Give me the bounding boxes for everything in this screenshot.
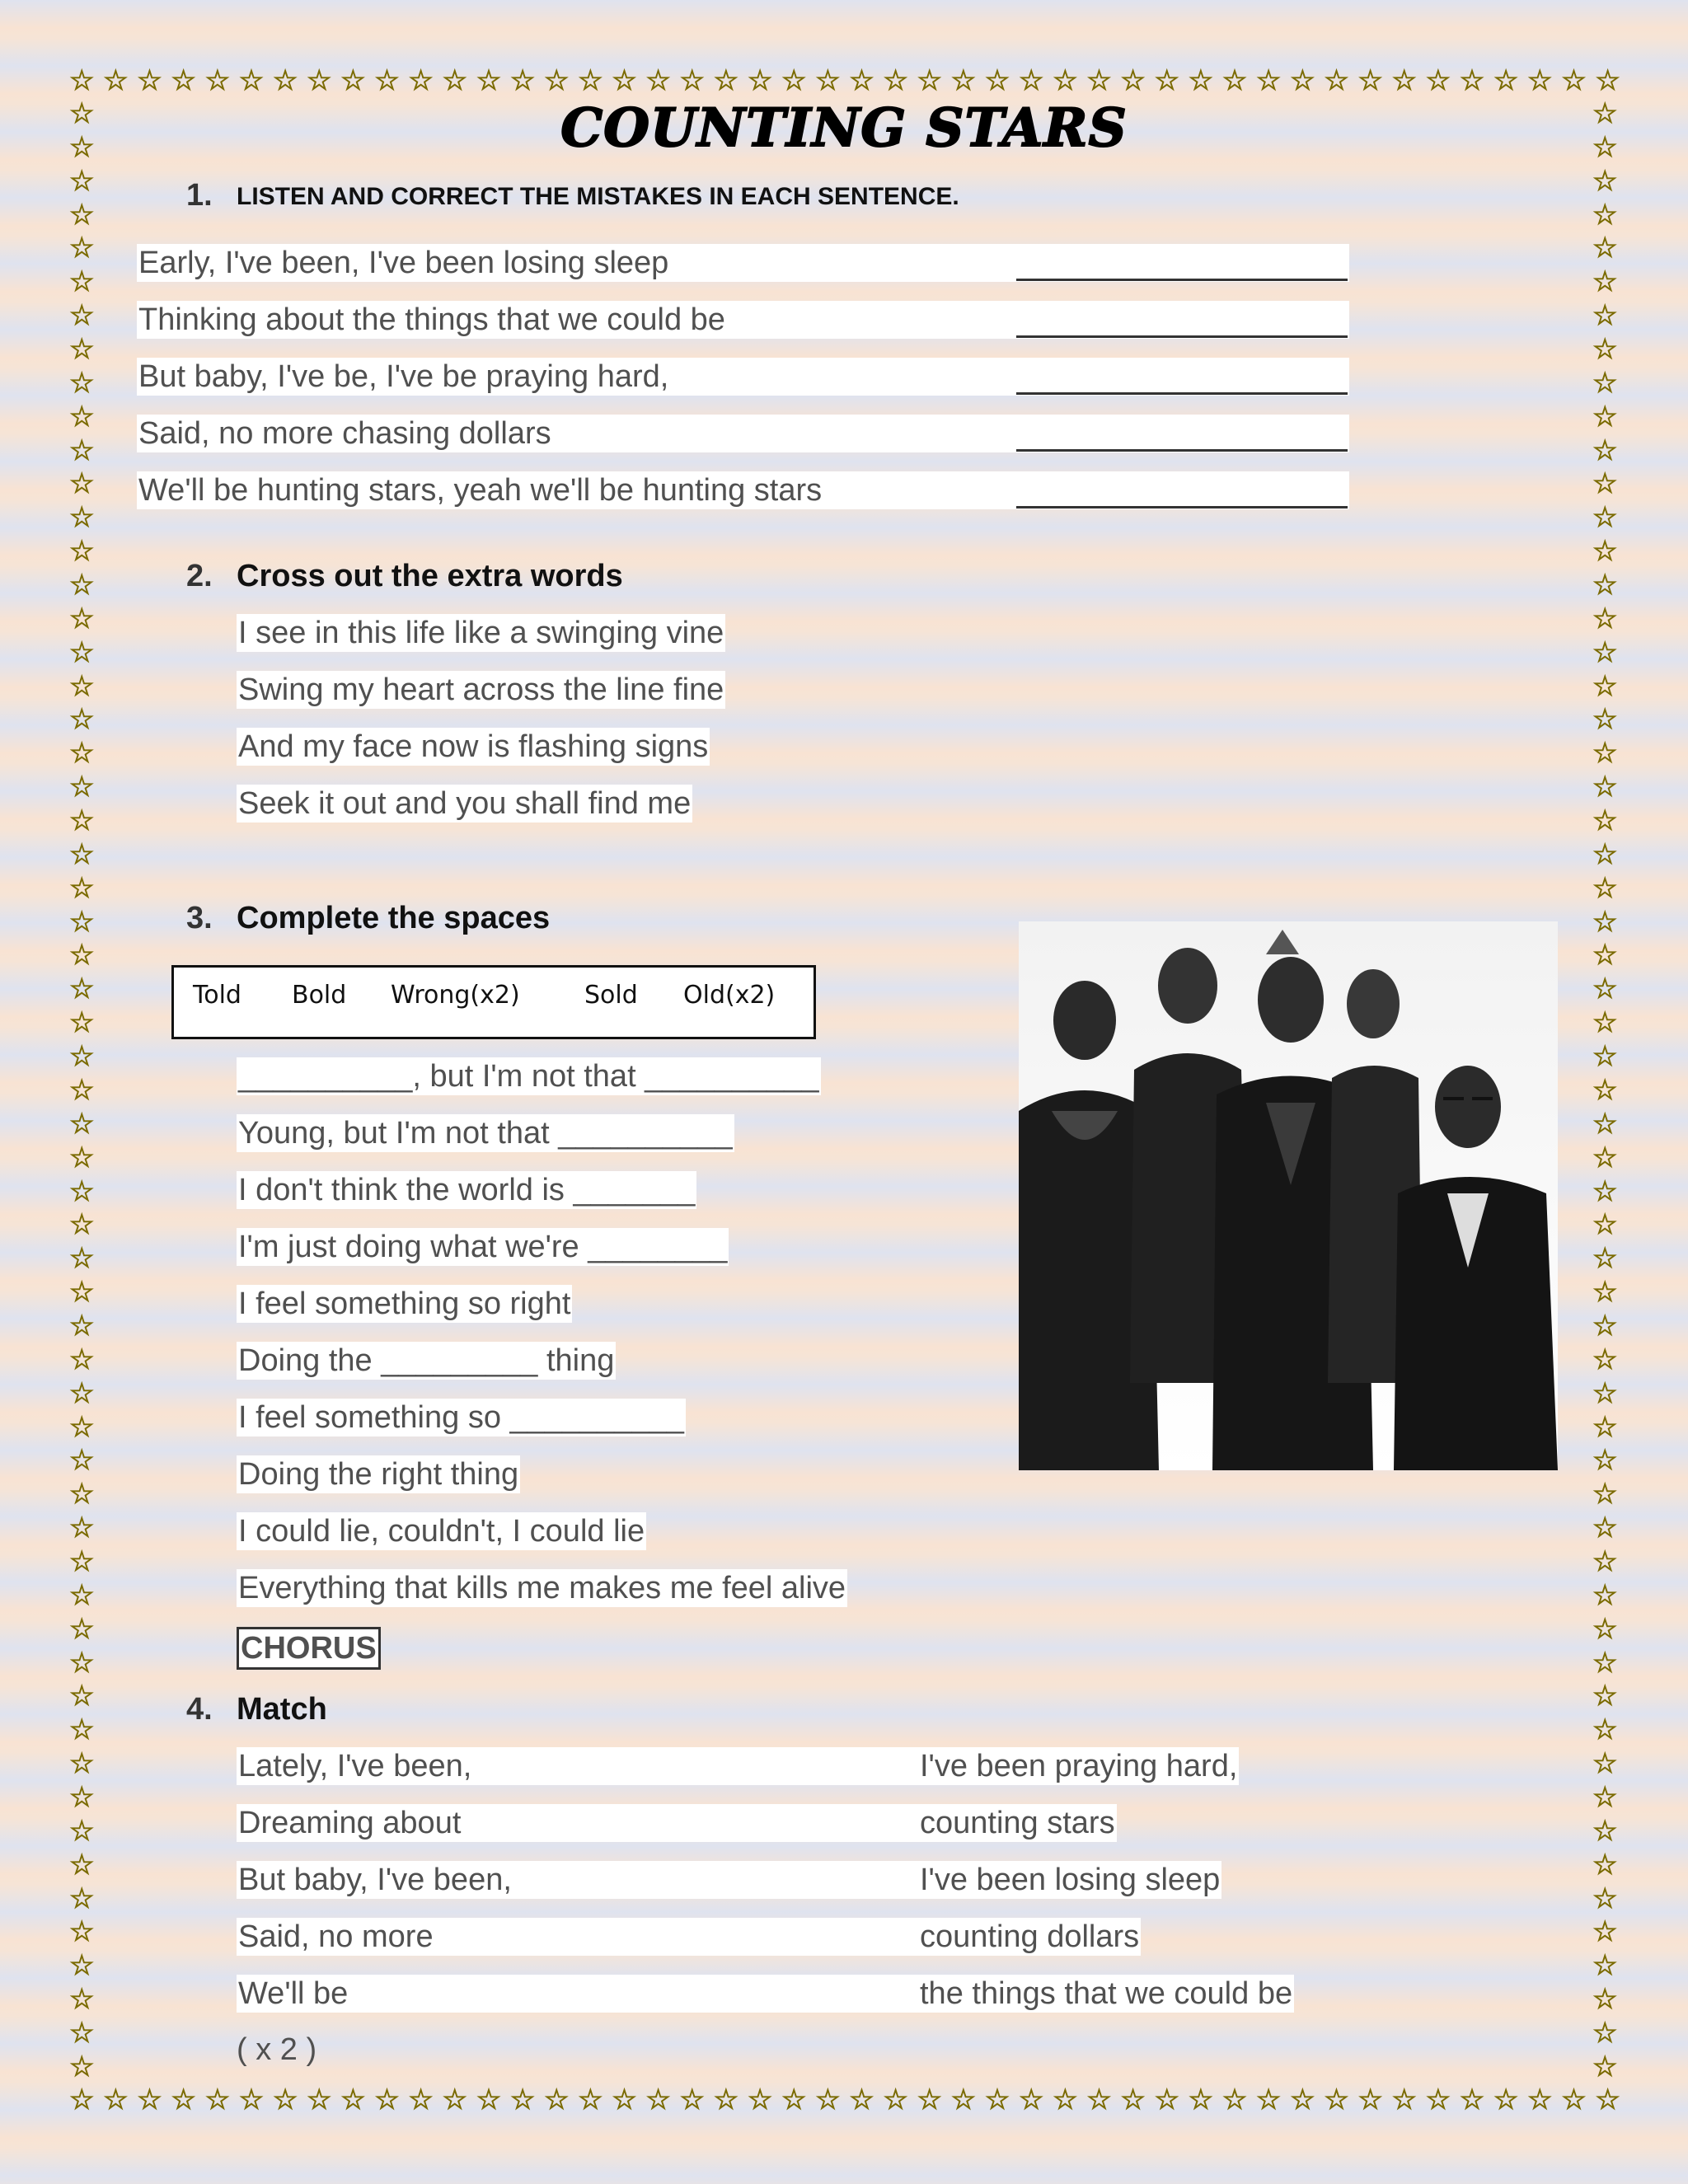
star-border-right <box>1592 97 1617 2083</box>
star-icon: ☆ <box>69 1074 95 1106</box>
star-icon: ☆ <box>1592 670 1618 702</box>
star-icon: ☆ <box>69 1377 95 1409</box>
star-icon: ☆ <box>1592 1815 1618 1847</box>
star-icon: ☆ <box>69 569 95 602</box>
star-icon: ☆ <box>1592 1545 1618 1577</box>
star-icon: ☆ <box>1391 65 1417 96</box>
star-icon: ☆ <box>1592 1108 1618 1140</box>
star-icon: ☆ <box>69 536 95 568</box>
section4-heading: Match <box>237 1692 327 1727</box>
star-icon: ☆ <box>69 1748 95 1780</box>
star-icon: ☆ <box>69 1680 95 1713</box>
star-icon: ☆ <box>69 1445 95 1477</box>
star-icon: ☆ <box>1221 2084 1248 2116</box>
star-icon: ☆ <box>612 65 637 96</box>
section1-heading: LISTEN AND CORRECT THE MISTAKES IN EACH SENTENCE. <box>237 183 959 210</box>
star-icon: ☆ <box>1592 838 1618 870</box>
star-icon: ☆ <box>69 401 95 433</box>
star-icon: ☆ <box>1357 2084 1383 2116</box>
star-icon: ☆ <box>1592 1007 1618 1039</box>
star-icon: ☆ <box>69 2084 95 2116</box>
star-icon: ☆ <box>69 1950 95 1982</box>
section3-line-5: I feel something so right <box>238 1286 571 1321</box>
star-icon: ☆ <box>1592 1411 1618 1443</box>
star-icon: ☆ <box>1592 131 1618 163</box>
star-icon: ☆ <box>1592 1781 1618 1813</box>
star-icon: ☆ <box>1592 502 1618 534</box>
star-icon: ☆ <box>1592 165 1618 197</box>
star-icon: ☆ <box>1592 266 1618 298</box>
star-icon: ☆ <box>950 2084 977 2116</box>
star-icon: ☆ <box>1592 1141 1618 1174</box>
star-icon: ☆ <box>69 1343 95 1376</box>
star-icon: ☆ <box>1592 434 1618 466</box>
star-icon: ☆ <box>1188 2084 1214 2116</box>
star-icon: ☆ <box>69 704 95 736</box>
star-icon: ☆ <box>1493 65 1519 96</box>
star-icon: ☆ <box>1561 65 1587 96</box>
section1-line-3: But baby, I've be, I've be praying hard, <box>137 358 1349 396</box>
star-icon: ☆ <box>69 872 95 904</box>
star-icon: ☆ <box>1592 1041 1618 1073</box>
star-icon: ☆ <box>69 367 95 399</box>
star-icon: ☆ <box>1592 636 1618 668</box>
star-icon: ☆ <box>1120 65 1146 96</box>
star-icon: ☆ <box>1592 1175 1618 1207</box>
star-icon: ☆ <box>1592 98 1618 129</box>
star-icon: ☆ <box>1592 2050 1618 2083</box>
star-icon: ☆ <box>1255 65 1282 96</box>
star-icon: ☆ <box>69 266 95 298</box>
star-icon: ☆ <box>272 65 298 96</box>
section2-line-1: I see in this life like a swinging vine <box>238 616 724 650</box>
word-bank-item: Wrong(x2) <box>391 981 520 1010</box>
section4-number: 4. <box>186 1692 213 1727</box>
star-icon: ☆ <box>69 1243 95 1275</box>
star-icon: ☆ <box>69 940 95 972</box>
star-icon: ☆ <box>1595 2084 1620 2116</box>
star-icon: ☆ <box>917 65 942 96</box>
star-icon: ☆ <box>374 2084 400 2116</box>
star-icon: ☆ <box>69 2017 95 2049</box>
star-icon: ☆ <box>1561 2084 1587 2116</box>
section3-line-8: Doing the right thing <box>238 1457 519 1492</box>
star-icon: ☆ <box>509 65 536 96</box>
answer-blank-2[interactable] <box>1016 335 1348 338</box>
star-icon: ☆ <box>713 65 739 96</box>
section2-line-3: And my face now is flashing signs <box>238 729 709 764</box>
star-icon: ☆ <box>1053 2084 1078 2116</box>
star-icon: ☆ <box>679 2084 706 2116</box>
star-icon: ☆ <box>69 2050 95 2083</box>
star-icon: ☆ <box>1086 65 1112 96</box>
star-icon: ☆ <box>69 98 95 129</box>
star-icon: ☆ <box>1592 334 1618 366</box>
star-icon: ☆ <box>69 1984 95 2016</box>
star-icon: ☆ <box>1120 2084 1146 2116</box>
star-icon: ☆ <box>69 1579 95 1611</box>
star-icon: ☆ <box>69 1479 95 1511</box>
star-icon: ☆ <box>1018 2084 1044 2116</box>
star-icon: ☆ <box>69 65 95 96</box>
star-icon: ☆ <box>1459 65 1485 96</box>
star-icon: ☆ <box>69 771 95 804</box>
star-icon: ☆ <box>781 65 807 96</box>
star-icon: ☆ <box>1154 65 1179 96</box>
star-icon: ☆ <box>1592 771 1618 804</box>
section3-line-6: Doing the _________ thing <box>238 1343 615 1378</box>
band-photo <box>1019 921 1558 1470</box>
star-icon: ☆ <box>69 1815 95 1847</box>
match-left-2: Dreaming about <box>237 1804 918 1842</box>
star-icon: ☆ <box>883 65 908 96</box>
star-icon: ☆ <box>69 1714 95 1746</box>
star-icon: ☆ <box>578 65 603 96</box>
star-icon: ☆ <box>69 131 95 163</box>
star-icon: ☆ <box>1592 1647 1618 1679</box>
star-icon: ☆ <box>1592 1377 1618 1409</box>
match-left-1: Lately, I've been, <box>237 1747 918 1785</box>
star-icon: ☆ <box>69 906 95 938</box>
word-bank-item: Told <box>193 981 241 1010</box>
star-icon: ☆ <box>747 65 773 96</box>
star-icon: ☆ <box>69 1209 95 1241</box>
section3-heading: Complete the spaces <box>237 901 551 935</box>
star-icon: ☆ <box>1592 1479 1618 1511</box>
star-icon: ☆ <box>781 2084 807 2116</box>
star-icon: ☆ <box>69 1007 95 1039</box>
star-icon: ☆ <box>306 65 332 96</box>
star-icon: ☆ <box>1188 65 1214 96</box>
star-icon: ☆ <box>69 468 95 500</box>
star-icon: ☆ <box>1592 1209 1618 1241</box>
star-icon: ☆ <box>1592 1074 1618 1106</box>
star-icon: ☆ <box>69 1310 95 1342</box>
star-icon: ☆ <box>69 1108 95 1140</box>
star-icon: ☆ <box>578 2084 603 2116</box>
star-icon: ☆ <box>69 165 95 197</box>
star-icon: ☆ <box>645 2084 671 2116</box>
star-icon: ☆ <box>1592 940 1618 972</box>
star-icon: ☆ <box>306 2084 332 2116</box>
chorus-label: CHORUS <box>237 1627 381 1670</box>
star-icon: ☆ <box>69 1647 95 1679</box>
word-bank-item: Old(x2) <box>683 981 776 1010</box>
section1-line-4: Said, no more chasing dollars <box>137 415 1349 452</box>
star-icon: ☆ <box>849 2084 874 2116</box>
star-icon: ☆ <box>1592 738 1618 770</box>
star-icon: ☆ <box>408 2084 434 2116</box>
star-icon: ☆ <box>1324 65 1349 96</box>
section3-line-3: I don't think the world is _______ <box>238 1173 696 1207</box>
star-icon: ☆ <box>1592 1916 1618 1948</box>
star-icon: ☆ <box>1255 2084 1282 2116</box>
star-icon: ☆ <box>1592 1277 1618 1309</box>
star-icon: ☆ <box>340 65 366 96</box>
star-icon: ☆ <box>612 2084 637 2116</box>
section2-line-4: Seek it out and you shall find me <box>238 786 692 821</box>
star-icon: ☆ <box>1592 1882 1618 1915</box>
section1-number: 1. <box>186 178 213 213</box>
star-icon: ☆ <box>543 65 570 96</box>
star-icon: ☆ <box>238 2084 265 2116</box>
star-border-left <box>69 97 94 2083</box>
section2-heading: Cross out the extra words <box>237 559 623 593</box>
star-icon: ☆ <box>1086 2084 1112 2116</box>
star-icon: ☆ <box>69 1882 95 1915</box>
star-icon: ☆ <box>1493 2084 1519 2116</box>
star-icon: ☆ <box>1592 1512 1618 1544</box>
star-icon: ☆ <box>747 2084 773 2116</box>
star-icon: ☆ <box>171 65 196 96</box>
star-icon: ☆ <box>137 65 162 96</box>
star-icon: ☆ <box>1592 872 1618 904</box>
star-icon: ☆ <box>137 2084 162 2116</box>
star-icon: ☆ <box>1154 2084 1179 2116</box>
section3-line-1: __________, but I'm not that __________ <box>238 1059 819 1094</box>
star-icon: ☆ <box>1592 1714 1618 1746</box>
star-icon: ☆ <box>509 2084 536 2116</box>
section3-number: 3. <box>186 901 213 935</box>
star-icon: ☆ <box>883 2084 908 2116</box>
answer-blank-5[interactable] <box>1016 506 1348 509</box>
star-icon: ☆ <box>1221 65 1248 96</box>
star-icon: ☆ <box>69 1545 95 1577</box>
star-icon: ☆ <box>69 1916 95 1948</box>
star-icon: ☆ <box>69 1613 95 1645</box>
star-icon: ☆ <box>1592 232 1618 265</box>
star-icon: ☆ <box>1592 536 1618 568</box>
section1-line-2: Thinking about the things that we could be <box>137 301 1349 339</box>
star-icon: ☆ <box>984 2084 1010 2116</box>
star-icon: ☆ <box>69 973 95 1005</box>
star-icon: ☆ <box>1592 569 1618 602</box>
star-icon: ☆ <box>1592 906 1618 938</box>
star-icon: ☆ <box>69 670 95 702</box>
star-icon: ☆ <box>1592 602 1618 635</box>
star-icon: ☆ <box>543 2084 570 2116</box>
star-icon: ☆ <box>984 65 1010 96</box>
star-icon: ☆ <box>69 636 95 668</box>
section1-line-1: Early, I've been, I've been losing sleep <box>137 244 1349 282</box>
section2-number: 2. <box>186 559 213 593</box>
star-icon: ☆ <box>1592 1243 1618 1275</box>
match-left-5: We'll be <box>237 1975 918 2013</box>
section2-line-2: Swing my heart across the line fine <box>238 673 724 707</box>
match-right-5: the things that we could be <box>920 1976 1293 2011</box>
match-right-2: counting stars <box>920 1806 1115 1840</box>
star-icon: ☆ <box>1592 973 1618 1005</box>
word-bank <box>171 965 816 1039</box>
section3-line-10: Everything that kills me makes me feel alive <box>238 1571 846 1605</box>
star-icon: ☆ <box>1595 65 1620 96</box>
star-icon: ☆ <box>204 65 231 96</box>
star-icon: ☆ <box>713 2084 739 2116</box>
section3-line-2: Young, but I'm not that __________ <box>238 1116 733 1151</box>
star-icon: ☆ <box>1592 704 1618 736</box>
star-icon: ☆ <box>1527 65 1553 96</box>
star-icon: ☆ <box>1324 2084 1349 2116</box>
star-icon: ☆ <box>1592 1984 1618 2016</box>
match-left-4: Said, no more <box>237 1918 918 1956</box>
word-bank-item: Sold <box>584 981 638 1010</box>
star-icon: ☆ <box>645 65 671 96</box>
star-icon: ☆ <box>1592 2017 1618 2049</box>
star-icon: ☆ <box>69 434 95 466</box>
star-icon: ☆ <box>679 65 706 96</box>
star-icon: ☆ <box>69 300 95 332</box>
star-icon: ☆ <box>1053 65 1078 96</box>
star-icon: ☆ <box>69 1849 95 1881</box>
star-icon: ☆ <box>1592 1579 1618 1611</box>
star-icon: ☆ <box>476 2084 502 2116</box>
star-icon: ☆ <box>103 2084 129 2116</box>
star-icon: ☆ <box>171 2084 196 2116</box>
star-icon: ☆ <box>1592 199 1618 231</box>
star-icon: ☆ <box>1592 1849 1618 1881</box>
star-icon: ☆ <box>1592 401 1618 433</box>
star-icon: ☆ <box>408 65 434 96</box>
star-icon: ☆ <box>204 2084 231 2116</box>
answer-blank-1[interactable] <box>1016 279 1348 281</box>
star-icon: ☆ <box>1592 1680 1618 1713</box>
star-icon: ☆ <box>815 2084 841 2116</box>
star-icon: ☆ <box>1357 65 1383 96</box>
star-icon: ☆ <box>1592 1445 1618 1477</box>
star-icon: ☆ <box>1425 65 1451 96</box>
star-icon: ☆ <box>69 199 95 231</box>
star-icon: ☆ <box>1592 1613 1618 1645</box>
star-icon: ☆ <box>1527 2084 1553 2116</box>
star-icon: ☆ <box>69 1175 95 1207</box>
star-icon: ☆ <box>950 65 977 96</box>
section1-line-5: We'll be hunting stars, yeah we'll be hunting stars <box>137 471 1349 509</box>
star-icon: ☆ <box>815 65 841 96</box>
answer-blank-4[interactable] <box>1016 449 1348 452</box>
match-left-3: But baby, I've been, <box>237 1861 918 1899</box>
answer-blank-3[interactable] <box>1016 392 1348 395</box>
star-icon: ☆ <box>1592 468 1618 500</box>
star-icon: ☆ <box>917 2084 942 2116</box>
star-icon: ☆ <box>1290 2084 1315 2116</box>
match-right-1: I've been praying hard, <box>920 1749 1238 1783</box>
star-icon: ☆ <box>69 232 95 265</box>
star-icon: ☆ <box>849 65 874 96</box>
star-icon: ☆ <box>442 2084 468 2116</box>
star-icon: ☆ <box>1459 2084 1485 2116</box>
star-icon: ☆ <box>69 1411 95 1443</box>
star-icon: ☆ <box>1425 2084 1451 2116</box>
star-icon: ☆ <box>69 805 95 837</box>
star-icon: ☆ <box>69 1512 95 1544</box>
star-icon: ☆ <box>442 65 468 96</box>
star-icon: ☆ <box>69 602 95 635</box>
star-icon: ☆ <box>69 502 95 534</box>
star-icon: ☆ <box>1592 1343 1618 1376</box>
star-icon: ☆ <box>69 738 95 770</box>
star-icon: ☆ <box>69 1781 95 1813</box>
star-icon: ☆ <box>69 1141 95 1174</box>
star-border-top <box>69 64 1620 97</box>
star-icon: ☆ <box>1391 2084 1417 2116</box>
star-icon: ☆ <box>1592 805 1618 837</box>
star-icon: ☆ <box>69 1041 95 1073</box>
star-icon: ☆ <box>1592 367 1618 399</box>
star-icon: ☆ <box>476 65 502 96</box>
star-icon: ☆ <box>374 65 400 96</box>
star-icon: ☆ <box>1592 300 1618 332</box>
star-icon: ☆ <box>1592 1310 1618 1342</box>
match-right-3: I've been losing sleep <box>920 1863 1221 1897</box>
section3-line-7: I feel something so __________ <box>238 1400 684 1435</box>
star-icon: ☆ <box>272 2084 298 2116</box>
star-icon: ☆ <box>103 65 129 96</box>
star-border-bottom <box>69 2083 1620 2116</box>
star-icon: ☆ <box>69 334 95 366</box>
star-icon: ☆ <box>69 1277 95 1309</box>
star-icon: ☆ <box>340 2084 366 2116</box>
repeat-note: ( x 2 ) <box>237 2032 317 2067</box>
star-icon: ☆ <box>69 838 95 870</box>
page-title: COUNTING STARS <box>560 97 1128 159</box>
section3-line-9: I could lie, couldn't, I could lie <box>238 1514 645 1549</box>
word-bank-item: Bold <box>292 981 347 1010</box>
star-icon: ☆ <box>1592 1748 1618 1780</box>
star-icon: ☆ <box>1290 65 1315 96</box>
star-icon: ☆ <box>1018 65 1044 96</box>
section3-line-4: I'm just doing what we're ________ <box>238 1230 728 1264</box>
match-right-4: counting dollars <box>920 1919 1140 1954</box>
star-icon: ☆ <box>238 65 265 96</box>
star-icon: ☆ <box>1592 1950 1618 1982</box>
